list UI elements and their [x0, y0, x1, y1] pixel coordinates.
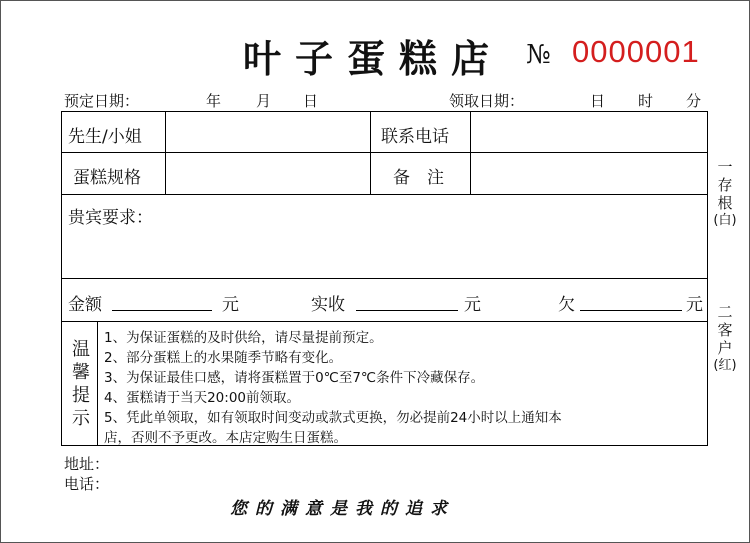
row-divider: [61, 278, 708, 279]
notice-item: 3、为保证最佳口感，请将蛋糕置于0℃至7℃条件下冷藏保存。: [104, 370, 485, 386]
col-divider: [470, 111, 471, 194]
footer-phone-label: 电话：: [64, 475, 110, 493]
notice-item: 店，否则不予更改。本店定购生日蛋糕。: [104, 430, 347, 446]
slogan: 您的满意是我的追求: [230, 499, 455, 519]
address-label: 地址：: [64, 455, 110, 473]
copy2-side-label: [712, 303, 738, 375]
side-char: 一: [717, 158, 733, 176]
notice-item: 4、蛋糕请于当天20:00前领取。: [104, 390, 300, 406]
requirements-field[interactable]: [64, 226, 704, 276]
amount-unit: 元: [222, 295, 239, 315]
notice-item: 5、凭此单领取，如有领取时间变动或款式更换，勿必提前24小时以上通知本: [104, 410, 562, 426]
paid-unit: 元: [464, 295, 481, 315]
order-year-label: 年: [206, 92, 222, 110]
notice-label-char: 示: [72, 408, 90, 429]
side-char: 根: [717, 194, 733, 212]
side-char: (白): [713, 213, 737, 228]
cake-spec-label: 蛋糕规格: [73, 168, 141, 188]
number-symbol: №: [526, 40, 551, 70]
serial-number: 0000001: [572, 34, 700, 69]
row-divider: [61, 321, 708, 322]
notice-label-char: 温: [72, 339, 90, 360]
paid-label: 实收: [311, 295, 345, 315]
customer-field[interactable]: [168, 113, 368, 151]
pickup-date-label: 领取日期：: [449, 92, 525, 110]
owed-label: 欠: [558, 295, 575, 315]
phone-field[interactable]: [473, 113, 705, 151]
col-divider: [165, 111, 166, 194]
row-divider: [61, 152, 708, 153]
notice-label-char: 馨: [72, 362, 90, 383]
pickup-minute-label: 分: [686, 92, 702, 110]
owed-line[interactable]: [580, 310, 682, 311]
cake-spec-field[interactable]: [168, 155, 368, 193]
order-date-label: 预定日期：: [64, 92, 140, 110]
phone-label: 联系电话: [381, 127, 449, 147]
amount-label: 金额: [68, 295, 102, 315]
order-month-label: 月: [256, 92, 272, 110]
notice-label: [69, 338, 93, 430]
amount-line[interactable]: [112, 310, 212, 311]
notice-item: 2、部分蛋糕上的水果随季节略有变化。: [104, 350, 343, 366]
side-char: 户: [717, 339, 733, 357]
side-char: 二: [717, 303, 733, 321]
notice-item: 1、为保证蛋糕的及时供给，请尽量提前预定。: [104, 330, 383, 346]
side-char: (红): [713, 358, 737, 373]
col-divider: [97, 321, 98, 446]
pickup-day-label: 日: [590, 92, 606, 110]
remarks-label: 备 注: [393, 168, 444, 188]
shop-title: 叶子蛋糕店: [243, 36, 504, 81]
requirements-label: 贵宾要求：: [68, 208, 153, 228]
pickup-hour-label: 时: [638, 92, 654, 110]
order-day-label: 日: [303, 92, 319, 110]
paid-line[interactable]: [356, 310, 458, 311]
side-char: 存: [717, 176, 733, 194]
remarks-field[interactable]: [473, 155, 705, 193]
customer-label: 先生/小姐: [68, 127, 142, 147]
notice-label-char: 提: [72, 385, 90, 406]
copy1-side-label: [712, 158, 738, 230]
owed-unit: 元: [686, 295, 703, 315]
row-divider: [61, 194, 708, 195]
side-char: 客: [717, 321, 733, 339]
col-divider: [370, 111, 371, 194]
